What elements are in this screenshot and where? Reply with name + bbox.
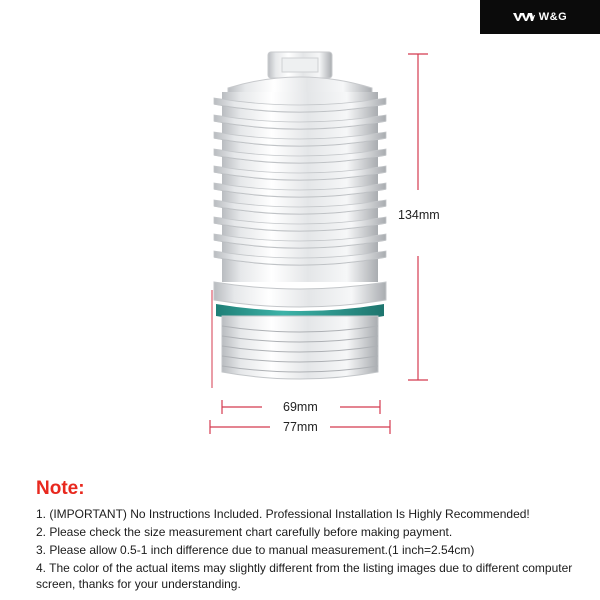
brand-name: W&G xyxy=(538,11,568,23)
top-tab xyxy=(268,52,332,78)
note-list xyxy=(36,506,576,594)
inner-width-label: 69mm xyxy=(283,400,318,414)
note-item: 3. Please allow 0.5-1 inch difference due to manual measurement.(1 inch=2.54cm) xyxy=(36,543,475,557)
height-label: 134mm xyxy=(398,208,440,222)
note-item: 1. (IMPORTANT) No Instructions Included. Professional Installation Is Highly Recommended! xyxy=(36,507,530,521)
note-item: 2. Please check the size measurement chart carefully before making payment. xyxy=(36,525,453,539)
flange xyxy=(214,282,386,307)
outer-width-label: 77mm xyxy=(283,420,318,434)
threaded-base xyxy=(222,316,378,379)
ribbed-body xyxy=(214,92,386,282)
note-item: 4. The color of the actual items may slightly different from the listing images due to different computer screen, thanks for your understanding. xyxy=(36,561,573,591)
note-title: Note: xyxy=(36,478,85,499)
